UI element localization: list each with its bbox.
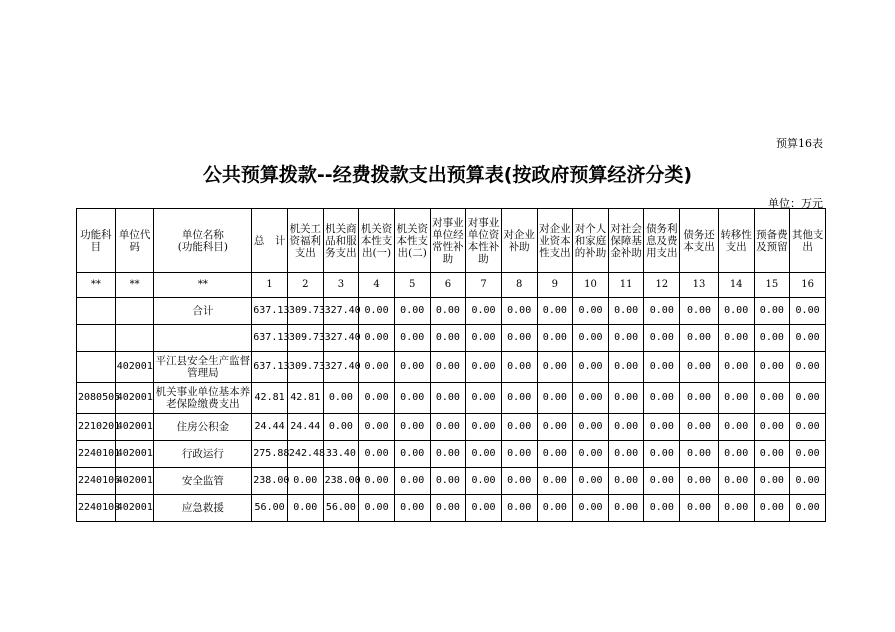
amount-cell: 0.00 (644, 441, 680, 468)
amount-cell: 0.00 (537, 352, 573, 383)
column-header: 机关商品和服务支出 (323, 209, 359, 273)
amount-cell: 0.00 (644, 298, 680, 325)
amount-cell: 0.00 (537, 495, 573, 522)
amount-cell: 0.00 (754, 441, 790, 468)
index-cell: 10 (573, 273, 609, 298)
amount-cell: 0.00 (608, 495, 644, 522)
function-code-cell (77, 325, 116, 352)
unit-code-cell: 402001 (115, 468, 154, 495)
amount-cell: 309.73 (287, 325, 323, 352)
column-header: 债务还本支出 (680, 209, 719, 273)
amount-cell: 0.00 (359, 298, 395, 325)
amount-cell: 0.00 (430, 383, 466, 414)
amount-cell: 0.00 (430, 352, 466, 383)
unit-code-cell: 402001 (115, 414, 154, 441)
column-header: 转移性支出 (718, 209, 754, 273)
amount-cell: 0.00 (466, 383, 502, 414)
amount-cell: 0.00 (790, 325, 826, 352)
unit-name-cell: 合计 (154, 298, 252, 325)
amount-cell: 0.00 (359, 468, 395, 495)
amount-cell: 0.00 (501, 468, 537, 495)
amount-cell: 24.44 (287, 414, 323, 441)
amount-cell: 0.00 (754, 414, 790, 441)
amount-cell: 0.00 (287, 495, 323, 522)
amount-cell: 0.00 (790, 383, 826, 414)
index-cell: 1 (252, 273, 288, 298)
index-cell: 8 (501, 273, 537, 298)
amount-cell: 0.00 (608, 414, 644, 441)
index-cell: 3 (323, 273, 359, 298)
amount-cell: 0.00 (680, 352, 719, 383)
column-header: 对事业单位经常性补助 (430, 209, 466, 273)
function-code-cell (77, 352, 116, 383)
amount-cell: 33.40 (323, 441, 359, 468)
amount-cell: 0.00 (718, 468, 754, 495)
amount-cell: 42.81 (252, 383, 288, 414)
amount-cell: 0.00 (644, 325, 680, 352)
index-cell: 15 (754, 273, 790, 298)
amount-cell: 0.00 (680, 325, 719, 352)
amount-cell: 0.00 (644, 383, 680, 414)
amount-cell: 56.00 (323, 495, 359, 522)
function-code-cell: 2210201 (77, 414, 116, 441)
amount-cell: 0.00 (537, 325, 573, 352)
amount-cell: 0.00 (718, 325, 754, 352)
amount-cell: 0.00 (430, 414, 466, 441)
index-cell: 2 (287, 273, 323, 298)
unit-name-cell (154, 325, 252, 352)
amount-cell: 238.00 (323, 468, 359, 495)
column-header: 机关资本性支出(二) (394, 209, 430, 273)
column-header: 其他支出 (790, 209, 826, 273)
index-cell: 4 (359, 273, 395, 298)
header-row (77, 209, 826, 273)
amount-cell: 0.00 (466, 441, 502, 468)
amount-cell: 56.00 (252, 495, 288, 522)
unit-name-cell: 平江县安全生产监督管理局 (154, 352, 252, 383)
amount-cell: 0.00 (466, 468, 502, 495)
amount-cell: 238.00 (252, 468, 288, 495)
amount-cell: 0.00 (501, 383, 537, 414)
amount-cell: 0.00 (790, 352, 826, 383)
function-code-cell: 2240108 (77, 495, 116, 522)
amount-cell: 0.00 (608, 441, 644, 468)
column-header: 对社会保障基金补助 (608, 209, 644, 273)
amount-cell: 0.00 (644, 352, 680, 383)
amount-cell: 0.00 (501, 441, 537, 468)
amount-cell: 0.00 (359, 383, 395, 414)
table-row (77, 495, 826, 522)
amount-cell: 0.00 (644, 495, 680, 522)
page-title: 公共预算拨款--经费拨款支出预算表(按政府预算经济分类) (202, 164, 693, 186)
amount-cell: 0.00 (537, 383, 573, 414)
table-row (77, 383, 826, 414)
amount-cell: 0.00 (718, 383, 754, 414)
budget-table (76, 208, 826, 522)
amount-cell: 0.00 (394, 352, 430, 383)
amount-cell: 0.00 (430, 441, 466, 468)
amount-cell: 0.00 (501, 298, 537, 325)
unit-name-cell: 住房公积金 (154, 414, 252, 441)
amount-cell: 0.00 (501, 325, 537, 352)
amount-cell: 0.00 (790, 441, 826, 468)
column-header: 对企业业资本性支出 (537, 209, 573, 273)
amount-cell: 0.00 (573, 383, 609, 414)
amount-cell: 0.00 (466, 495, 502, 522)
amount-cell: 0.00 (644, 414, 680, 441)
amount-cell: 0.00 (430, 325, 466, 352)
amount-cell: 0.00 (608, 298, 644, 325)
column-header: 单位代码 (115, 209, 154, 273)
amount-cell: 309.73 (287, 352, 323, 383)
amount-cell: 0.00 (790, 414, 826, 441)
amount-cell: 0.00 (394, 441, 430, 468)
amount-cell: 0.00 (430, 468, 466, 495)
index-cell: 12 (644, 273, 680, 298)
amount-cell: 0.00 (573, 468, 609, 495)
amount-cell: 0.00 (790, 495, 826, 522)
unit-code-cell: 402001 (115, 383, 154, 414)
index-cell: 9 (537, 273, 573, 298)
index-cell: 7 (466, 273, 502, 298)
amount-cell: 275.88 (252, 441, 288, 468)
amount-cell: 0.00 (790, 298, 826, 325)
amount-cell: 0.00 (608, 352, 644, 383)
amount-cell: 0.00 (323, 383, 359, 414)
amount-cell: 0.00 (466, 298, 502, 325)
column-header: 功能科目 (77, 209, 116, 273)
amount-cell: 0.00 (754, 352, 790, 383)
unit-code-cell: 402001 (115, 441, 154, 468)
column-header: 总 计 (252, 209, 288, 273)
amount-cell: 0.00 (501, 352, 537, 383)
amount-cell: 242.48 (287, 441, 323, 468)
table-row (77, 468, 826, 495)
amount-cell: 0.00 (430, 495, 466, 522)
column-header: 债务利息及费用支出 (644, 209, 680, 273)
function-code-cell (77, 298, 116, 325)
amount-cell: 637.13 (252, 325, 288, 352)
amount-cell: 0.00 (680, 383, 719, 414)
amount-cell: 0.00 (359, 414, 395, 441)
amount-cell: 0.00 (754, 325, 790, 352)
amount-cell: 0.00 (537, 298, 573, 325)
amount-cell: 24.44 (252, 414, 288, 441)
table-row (77, 298, 826, 325)
column-header: 对事业单位资本性补助 (466, 209, 502, 273)
amount-cell: 0.00 (573, 298, 609, 325)
function-code-cell: 2240106 (77, 468, 116, 495)
amount-cell: 0.00 (359, 352, 395, 383)
index-cell: 11 (608, 273, 644, 298)
column-header: 单位名称 (功能科目) (154, 209, 252, 273)
table-row (77, 441, 826, 468)
amount-cell: 0.00 (790, 468, 826, 495)
amount-cell: 0.00 (573, 495, 609, 522)
column-header: 对企业补助 (501, 209, 537, 273)
index-cell: 5 (394, 273, 430, 298)
amount-cell: 309.73 (287, 298, 323, 325)
column-header: 预备费及预留 (754, 209, 790, 273)
index-cell: 16 (790, 273, 826, 298)
amount-cell: 0.00 (466, 325, 502, 352)
amount-cell: 0.00 (680, 495, 719, 522)
function-code-cell: 2080505 (77, 383, 116, 414)
column-header: 机关工资福利支出 (287, 209, 323, 273)
amount-cell: 0.00 (537, 468, 573, 495)
table-row (77, 352, 826, 383)
amount-cell: 0.00 (644, 468, 680, 495)
unit-code-cell: 402001 (115, 352, 154, 383)
amount-cell: 0.00 (359, 441, 395, 468)
unit-name-cell: 应急救援 (154, 495, 252, 522)
function-code-cell: 2240101 (77, 441, 116, 468)
unit-name-cell: 机关事业单位基本养老保险缴费支出 (154, 383, 252, 414)
amount-cell: 0.00 (394, 468, 430, 495)
index-cell: 13 (680, 273, 719, 298)
amount-cell: 637.13 (252, 298, 288, 325)
amount-cell: 0.00 (573, 352, 609, 383)
unit-code-cell (115, 325, 154, 352)
amount-cell: 0.00 (466, 414, 502, 441)
column-header: 对个人和家庭的补助 (573, 209, 609, 273)
amount-cell: 0.00 (680, 298, 719, 325)
amount-cell: 0.00 (608, 383, 644, 414)
amount-cell: 42.81 (287, 383, 323, 414)
amount-cell: 0.00 (537, 414, 573, 441)
amount-cell: 0.00 (537, 441, 573, 468)
amount-cell: 0.00 (754, 468, 790, 495)
amount-cell: 0.00 (754, 298, 790, 325)
index-cell: ** (115, 273, 154, 298)
index-cell: 14 (718, 273, 754, 298)
amount-cell: 0.00 (608, 468, 644, 495)
amount-cell: 0.00 (608, 325, 644, 352)
amount-cell: 0.00 (718, 298, 754, 325)
amount-cell: 0.00 (394, 383, 430, 414)
amount-cell: 0.00 (573, 414, 609, 441)
amount-cell: 0.00 (754, 383, 790, 414)
amount-cell: 0.00 (287, 468, 323, 495)
amount-cell: 0.00 (430, 298, 466, 325)
index-row (77, 273, 826, 298)
table-row (77, 325, 826, 352)
amount-cell: 0.00 (323, 414, 359, 441)
unit-label: 单位：万元 (768, 197, 823, 210)
amount-cell: 0.00 (718, 352, 754, 383)
amount-cell: 0.00 (680, 414, 719, 441)
amount-cell: 0.00 (394, 298, 430, 325)
amount-cell: 327.40 (323, 352, 359, 383)
amount-cell: 0.00 (718, 414, 754, 441)
amount-cell: 0.00 (680, 441, 719, 468)
index-cell: ** (77, 273, 116, 298)
amount-cell: 327.40 (323, 298, 359, 325)
amount-cell: 0.00 (718, 441, 754, 468)
amount-cell: 0.00 (466, 352, 502, 383)
unit-name-cell: 安全监管 (154, 468, 252, 495)
table-number: 预算16表 (776, 137, 823, 150)
amount-cell: 0.00 (754, 495, 790, 522)
amount-cell: 637.13 (252, 352, 288, 383)
amount-cell: 0.00 (394, 495, 430, 522)
amount-cell: 0.00 (680, 468, 719, 495)
amount-cell: 0.00 (359, 325, 395, 352)
amount-cell: 0.00 (394, 414, 430, 441)
amount-cell: 0.00 (501, 495, 537, 522)
amount-cell: 327.40 (323, 325, 359, 352)
unit-name-cell: 行政运行 (154, 441, 252, 468)
index-cell: ** (154, 273, 252, 298)
amount-cell: 0.00 (501, 414, 537, 441)
amount-cell: 0.00 (359, 495, 395, 522)
amount-cell: 0.00 (394, 325, 430, 352)
amount-cell: 0.00 (718, 495, 754, 522)
column-header: 机关资本性支出(一) (359, 209, 395, 273)
unit-code-cell: 402001 (115, 495, 154, 522)
amount-cell: 0.00 (573, 325, 609, 352)
index-cell: 6 (430, 273, 466, 298)
unit-code-cell (115, 298, 154, 325)
amount-cell: 0.00 (573, 441, 609, 468)
table-row (77, 414, 826, 441)
